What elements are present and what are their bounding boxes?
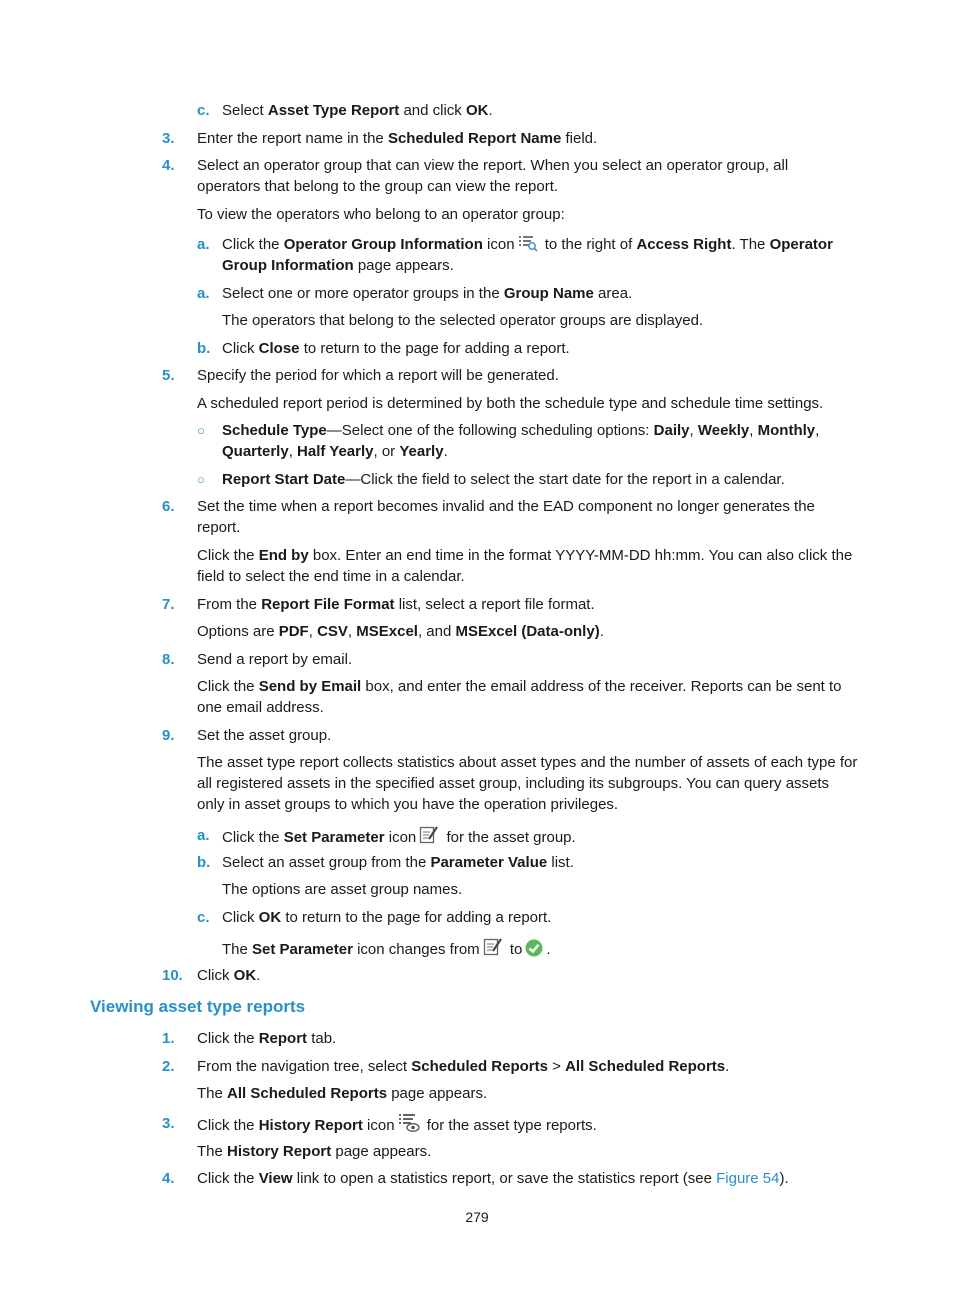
check-icon xyxy=(525,939,543,963)
step-4a-view: a. Click the Operator Group Information icon to the right of Access Right. The Operator xyxy=(0,234,954,255)
option-report-start-date: ○ Report Start Date—Click the field to select the start date for the report in a calendar. xyxy=(197,471,785,488)
step-9c: c. Click OK to return to the page for adding a report. xyxy=(197,909,552,926)
view-step-1: 1. Click the Report tab. xyxy=(162,1030,337,1047)
step-marker: c. xyxy=(197,102,210,119)
step-5: 5. Specify the period for which a report will be generated. xyxy=(162,367,559,384)
view-step-2: 2. From the navigation tree, select Scheduled Reports > All Scheduled Reports. xyxy=(162,1058,730,1075)
step-number: 3. xyxy=(162,130,175,147)
step-4b: b. Click Close to return to the page for adding a report. xyxy=(197,340,570,357)
page-number: 279 xyxy=(465,1209,489,1225)
figure-link[interactable]: Figure 54 xyxy=(716,1170,780,1187)
set-parameter-icon xyxy=(483,937,503,963)
step-4a-select: a. Select one or more operator groups in the Group Name area. xyxy=(197,285,633,302)
step-6: 6. Set the time when a report becomes invalid and the EAD component no longer generates the xyxy=(162,498,815,515)
step-7: 7. From the Report File Format list, select a report file format. xyxy=(162,596,595,613)
view-step-3: 3. Click the History Report icon for the asset type reports. xyxy=(0,1113,954,1134)
section-heading: Viewing asset type reports xyxy=(90,997,306,1016)
step-8: 8. Send a report by email. xyxy=(162,651,353,668)
step-4: 4. Select an operator group that can view the report. When you select an operator group, all xyxy=(162,157,789,174)
step-9: 9. Set the asset group. xyxy=(162,727,332,744)
step-9b: b. Select an asset group from the Parameter Value list. xyxy=(197,854,574,871)
step-9a: a. Click the Set Parameter icon for the asset group. xyxy=(0,825,954,846)
history-report-icon xyxy=(398,1113,420,1139)
option-schedule-type: ○ Schedule Type—Select one of the following scheduling options: Daily, Weekly, Monthly, xyxy=(197,422,820,439)
step-3: 3. Enter the report name in the Scheduled Report Name field. xyxy=(162,130,598,147)
set-parameter-icon xyxy=(419,825,439,851)
step-c-select: c. Select Asset Type Report and click OK. xyxy=(197,102,493,119)
step-10: 10. Click OK. xyxy=(162,967,261,984)
step-number: 4. xyxy=(162,157,175,174)
view-step-4: 4. Click the View link to open a statistics report, or save the statistics report (see Figure 54). xyxy=(162,1170,789,1187)
